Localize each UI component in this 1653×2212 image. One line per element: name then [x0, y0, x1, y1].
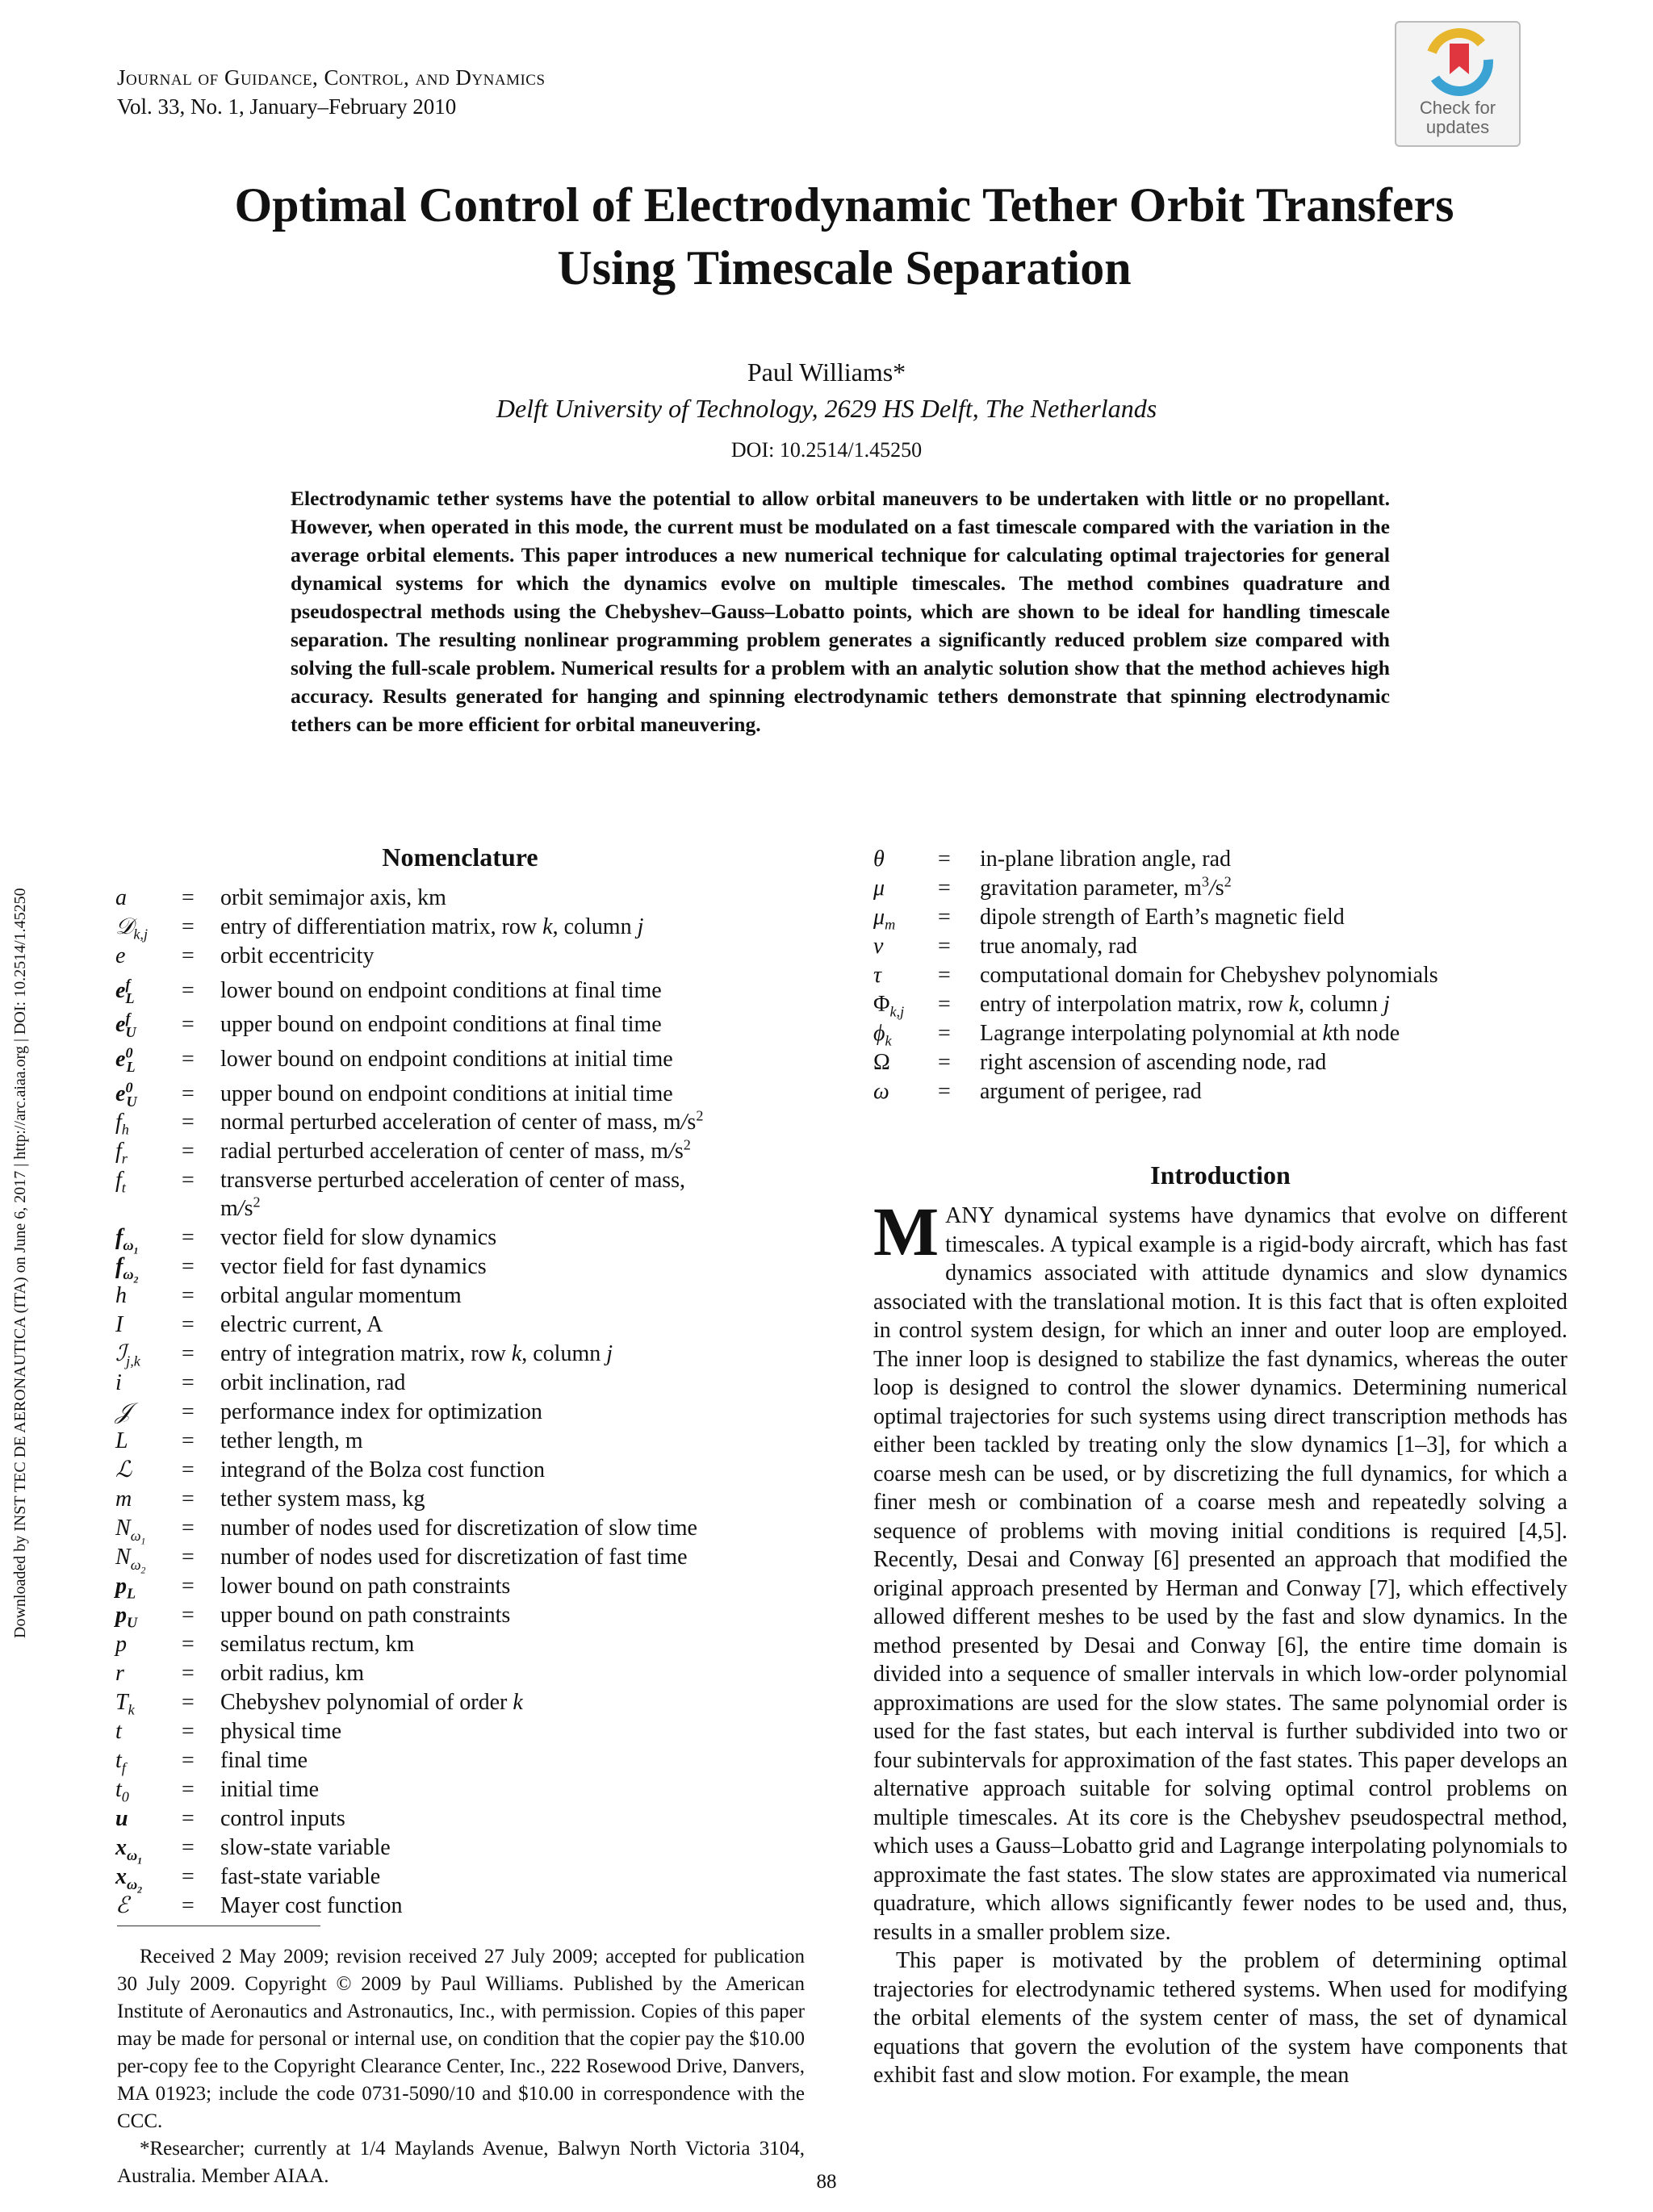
nom-definition: fast-state variable — [220, 1864, 381, 1889]
nom-eq: = — [938, 876, 951, 901]
nom-eq: = — [182, 1864, 195, 1889]
footnotes — [117, 1943, 805, 2190]
nom-symbol: $t_f$ — [115, 1748, 126, 1776]
nom-symbol: $f_t$ — [115, 1168, 126, 1196]
nom-eq: = — [938, 1021, 951, 1046]
nom-definition: computational domain for Chebyshev polynomials — [980, 963, 1438, 988]
nom-eq: = — [182, 1139, 195, 1164]
nom-definition: gravitation parameter, $m^3/s^2$ — [980, 873, 1232, 901]
badge-line2: updates — [1425, 117, 1490, 137]
nom-symbol: L — [115, 1428, 128, 1453]
nom-eq: = — [938, 905, 951, 930]
journal-name: Journal of Guidance, Control, and Dynamics — [117, 65, 546, 90]
nom-eq: = — [182, 1370, 195, 1395]
nom-eq: = — [182, 1283, 195, 1308]
nom-definition: Chebyshev polynomial of order k — [220, 1690, 523, 1715]
nom-definition: dipole strength of Earth’s magnetic field — [980, 905, 1345, 930]
nom-symbol: $e^f_U$ — [115, 1010, 136, 1040]
nom-symbol: e — [115, 943, 126, 968]
nom-eq: = — [182, 1110, 195, 1135]
nom-symbol: r — [115, 1661, 124, 1686]
nom-symbol: $\Phi_{k,j}$ — [873, 992, 905, 1020]
nomenclature-heading: Nomenclature — [382, 843, 538, 872]
nom-definition: entry of integration matrix, row k, column j — [220, 1341, 613, 1366]
nom-eq: = — [182, 1661, 195, 1686]
nom-symbol: $\mu_m$ — [873, 905, 896, 933]
nom-eq: = — [182, 1012, 195, 1037]
nom-symbol: u — [115, 1806, 128, 1831]
nom-eq: = — [182, 1835, 195, 1860]
affiliation: Delft University of Technology, 2629 HS Delft, The Netherlands — [496, 394, 1157, 423]
nom-definition: number of nodes used for discretization of slow time — [220, 1516, 697, 1541]
nom-symbol: I — [115, 1312, 123, 1337]
nom-definition: orbit semimajor axis, km — [220, 885, 446, 910]
badge-line1: Check for — [1419, 98, 1496, 118]
intro-paragraph-1 — [873, 1193, 1567, 1946]
nom-symbol: Ω — [873, 1050, 890, 1075]
nom-definition: lower bound on endpoint conditions at initial time — [220, 1047, 673, 1072]
nom-symbol: t — [115, 1719, 122, 1744]
nom-definition: true anomaly, rad — [980, 934, 1137, 959]
nom-eq: = — [938, 847, 951, 872]
nom-definition: performance index for optimization — [220, 1399, 542, 1424]
nom-eq: = — [182, 1428, 195, 1453]
nom-definition: number of nodes used for discretization of fast time — [220, 1545, 688, 1570]
footnote-received: Received 2 May 2009; revision received 27 July 2009; accepted for publication 30 July 2009. Copyright © 2009 by Paul Williams. Published by the American Institute of Aeronautics and Astronautics, Inc., with permission. Copies of this paper may be made for personal or internal use, on condition that the copier pay the $10.00 per-copy fee to the Copyright Clearance Center, Inc., 222 Rosewood Drive, Danvers, MA 01923; include the code 0731-5090/10 and $10.00 in correspondence with the CCC. — [117, 1946, 805, 2132]
nom-eq: = — [182, 1893, 195, 1918]
nom-symbol: $f_h$ — [115, 1110, 129, 1138]
intro-paragraph-2: This paper is motivated by the problem of determining optimal trajectories for electrodynamic tethered systems. When used for modifying the orbital elements of the system center of mass, the set of dynamical equations that govern the evolution of the system have components that exhibit fast and slow motion. For example, the mean — [873, 1948, 1567, 2088]
nom-symbol: $f_{\omega_1}$ — [115, 1225, 139, 1257]
nom-eq: = — [182, 1457, 195, 1482]
nom-definition: electric current, A — [220, 1312, 383, 1337]
sidebar-text: Downloaded by INST TEC DE AERONAUTICA (ITA) on June 6, 2017 | http://arc.aiaa.org | DOI: 10.2514/1.45250 — [11, 888, 29, 1638]
nom-symbol: ω — [873, 1079, 889, 1104]
nom-definition: semilatus rectum, km — [220, 1632, 415, 1657]
nom-symbol: a — [115, 885, 127, 910]
nom-definition: transverse perturbed acceleration of center of mass, — [220, 1168, 686, 1193]
nom-symbol: $N_{\omega_2}$ — [115, 1545, 146, 1576]
nom-eq: = — [182, 1081, 195, 1106]
nom-eq: = — [938, 992, 951, 1017]
nom-eq: = — [182, 943, 195, 968]
nom-eq: = — [182, 1254, 195, 1279]
nom-symbol: $\phi_k$ — [873, 1021, 892, 1049]
nom-eq: = — [938, 963, 951, 988]
nom-symbol: ℐ$_{j,k}$ — [115, 1341, 140, 1369]
nom-symbol: $e^f_L$ — [115, 976, 135, 1006]
nom-definition: lower bound on endpoint conditions at final time — [220, 978, 662, 1003]
nom-symbol: 𝒥 — [115, 1399, 132, 1424]
nom-eq: = — [938, 934, 951, 959]
nom-definition: tether length, m — [220, 1428, 363, 1453]
nom-definition: vector field for slow dynamics — [220, 1225, 497, 1250]
nom-eq: = — [182, 1399, 195, 1424]
nom-eq: = — [182, 1719, 195, 1744]
nom-symbol: h — [115, 1283, 127, 1308]
nom-eq: = — [182, 978, 195, 1003]
nom-definition: upper bound on path constraints — [220, 1603, 511, 1628]
intro-paragraph-1-text: ANY dynamical systems have dynamics that evolve on different timescales. A typical example is a rigid-body aircraft, which has fast dynamics associated with attitude dynamics and slow dynamics associated with the translational motion. It is this fact that is often exploited in control system design, for which an inner and outer loop are employed. The inner loop is designed to stabilize the fast dynamics, whereas the outer loop is designed to control the slower dynamics. Determining numerical optimal trajectories for such systems using direct transcription methods has either been tackled by treating only the slow dynamics [1–3], for which a coarse mesh can be used, or by discretizing the full dynamics, for which a finer mesh or combination of a coarse mesh and repeatedly solving a sequence of problems with moving initial conditions is required [4,5]. Recently, Desai and Conway [6] presented an approach that modified the original approach presented by Herman and Conway [7], which effectively allowed different meshes to be used by the fast and slow dynamics. In the method presented by Desai and Conway [6], the entire time domain is divided into a sequence of smaller intervals in which low-order polynomial approximations are used for the slow states. The same polynomial order is used for the fast states, but each interval is further subdivided into two or four subintervals for approximation of the fast states. This paper develops an alternative approach suitable for solving optimal control problems on multiple timescales. At its core is the Chebyshev pseudospectral method, which uses a Gauss–Lobatto grid and Lagrange interpolating polynomials to approximate the fast states. The slow states are approximated via numerical quadrature, which allows significantly fewer nodes to be used and, thus, results in a smaller problem size. — [873, 1203, 1567, 1945]
nom-definition: argument of perigee, rad — [980, 1079, 1202, 1104]
abstract: Electrodynamic tether systems have the potential to allow orbital maneuvers to be undertaken with little or no propellant. However, when operated in this mode, the current must be modulated on a fast timescale compared with the variation in the average orbital elements. This paper introduces a new numerical technique for calculating optimal trajectories for general dynamical systems for which the dynamics evolve on multiple timescales. The method combines quadrature and pseudospectral methods using the Chebyshev–Gauss–Lobatto points, which are shown to be ideal for handling timescale separation. The resulting nonlinear programming problem generates a significantly reduced problem size compared with solving the full-scale problem. Numerical results for a problem with an analytic solution show that the method achieves high accuracy. Results generated for hanging and spinning electrodynamic tethers demonstrate that spinning electrodynamic tethers can be more efficient for orbital maneuvering. — [291, 487, 1390, 736]
nom-definition: Mayer cost function — [220, 1893, 403, 1918]
nom-symbol: $f_{\omega_2}$ — [115, 1254, 139, 1286]
nom-symbol: $N_{\omega_1}$ — [115, 1516, 146, 1547]
nom-symbol: p — [115, 1632, 127, 1657]
nom-symbol: 𝒟$_{k,j}$ — [115, 914, 149, 943]
nom-definition: orbital angular momentum — [220, 1283, 462, 1308]
introduction-heading: Introduction — [1150, 1160, 1291, 1190]
nom-definition: $m/s^2$ — [220, 1194, 261, 1221]
nom-symbol: $p_U$ — [115, 1603, 138, 1631]
nom-definition: initial time — [220, 1777, 320, 1802]
nom-definition: integrand of the Bolza cost function — [220, 1457, 545, 1482]
author: Paul Williams* — [747, 358, 906, 387]
nom-definition: upper bound on endpoint conditions at final time — [220, 1012, 662, 1037]
footnote-researcher: *Researcher; currently at 1/4 Maylands Avenue, Balwyn North Victoria 3104, Australia. Member AIAA. — [117, 2138, 805, 2187]
nom-eq: = — [182, 1777, 195, 1802]
nom-symbol: m — [115, 1487, 132, 1512]
title-line-2: Using Timescale Separation — [557, 241, 1132, 295]
journal-header — [117, 63, 546, 121]
nom-symbol: ℒ — [115, 1457, 132, 1482]
nom-eq: = — [182, 1225, 195, 1250]
nom-eq: = — [182, 1545, 195, 1570]
doi[interactable]: DOI: 10.2514/1.45250 — [730, 438, 923, 462]
title-line-1: Optimal Control of Electrodynamic Tether Orbit Transfers — [234, 178, 1454, 232]
nom-definition: final time — [220, 1748, 308, 1773]
crossmark-icon — [1423, 26, 1496, 98]
nom-definition: entry of differentiation matrix, row k, column j — [220, 914, 644, 939]
nom-eq: = — [182, 1341, 195, 1366]
introduction-body — [873, 1193, 1567, 2090]
nom-definition: right ascension of ascending node, rad — [980, 1050, 1327, 1075]
drop-cap: M — [873, 1193, 939, 1270]
nom-symbol: $T_k$ — [115, 1690, 135, 1718]
nom-definition: control inputs — [220, 1806, 345, 1831]
nom-eq: = — [182, 1632, 195, 1657]
nom-eq: = — [182, 1748, 195, 1773]
nom-symbol: ν — [873, 934, 884, 959]
nom-eq: = — [938, 1050, 951, 1075]
nom-eq: = — [182, 1806, 195, 1831]
nom-eq: = — [182, 1603, 195, 1628]
paper-title — [129, 174, 1559, 299]
page-number: 88 — [816, 2171, 837, 2193]
nom-definition: vector field for fast dynamics — [220, 1254, 487, 1279]
nom-definition: Lagrange interpolating polynomial at kth node — [980, 1021, 1400, 1046]
check-for-updates-badge[interactable] — [1395, 21, 1521, 147]
nom-definition: entry of interpolation matrix, row k, column j — [980, 992, 1390, 1017]
nom-eq: = — [182, 1690, 195, 1715]
nom-definition: radial perturbed acceleration of center of mass, $m/s^2$ — [220, 1136, 691, 1164]
nom-eq: = — [182, 1516, 195, 1541]
nom-eq: = — [182, 885, 195, 910]
nom-symbol: $f_r$ — [115, 1139, 128, 1167]
nom-eq: = — [182, 1047, 195, 1072]
nom-definition: normal perturbed acceleration of center of mass, $m/s^2$ — [220, 1107, 704, 1135]
volume-issue: Vol. 33, No. 1, January–February 2010 — [117, 94, 457, 119]
nom-definition: orbit radius, km — [220, 1661, 365, 1686]
nom-symbol: $x_{\omega_1}$ — [115, 1835, 143, 1867]
nom-symbol: $x_{\omega_2}$ — [115, 1864, 143, 1896]
nom-eq: = — [182, 914, 195, 939]
nom-eq: = — [182, 1574, 195, 1599]
nom-symbol: $t_0$ — [115, 1777, 129, 1805]
nom-eq: = — [182, 1312, 195, 1337]
nom-definition: in-plane libration angle, rad — [980, 847, 1231, 872]
nom-definition: physical time — [220, 1719, 342, 1744]
nom-definition: lower bound on path constraints — [220, 1574, 511, 1599]
nom-definition: orbit inclination, rad — [220, 1370, 406, 1395]
nom-eq: = — [182, 1487, 195, 1512]
nom-symbol: $p_L$ — [115, 1574, 136, 1602]
nom-symbol: i — [115, 1370, 122, 1395]
nom-definition: orbit eccentricity — [220, 943, 375, 968]
nom-symbol: τ — [873, 963, 882, 988]
nom-definition: tether system mass, kg — [220, 1487, 425, 1512]
nom-definition: upper bound on endpoint conditions at initial time — [220, 1081, 673, 1106]
nom-eq: = — [182, 1168, 195, 1193]
nom-symbol: $e^0_L$ — [115, 1044, 136, 1075]
nom-symbol: θ — [873, 847, 885, 872]
nom-eq: = — [938, 1079, 951, 1104]
nom-definition: slow-state variable — [220, 1835, 391, 1860]
nom-symbol: μ — [873, 876, 885, 901]
nom-symbol: ℰ — [115, 1893, 129, 1918]
nom-symbol: $e^0_U$ — [115, 1079, 137, 1110]
